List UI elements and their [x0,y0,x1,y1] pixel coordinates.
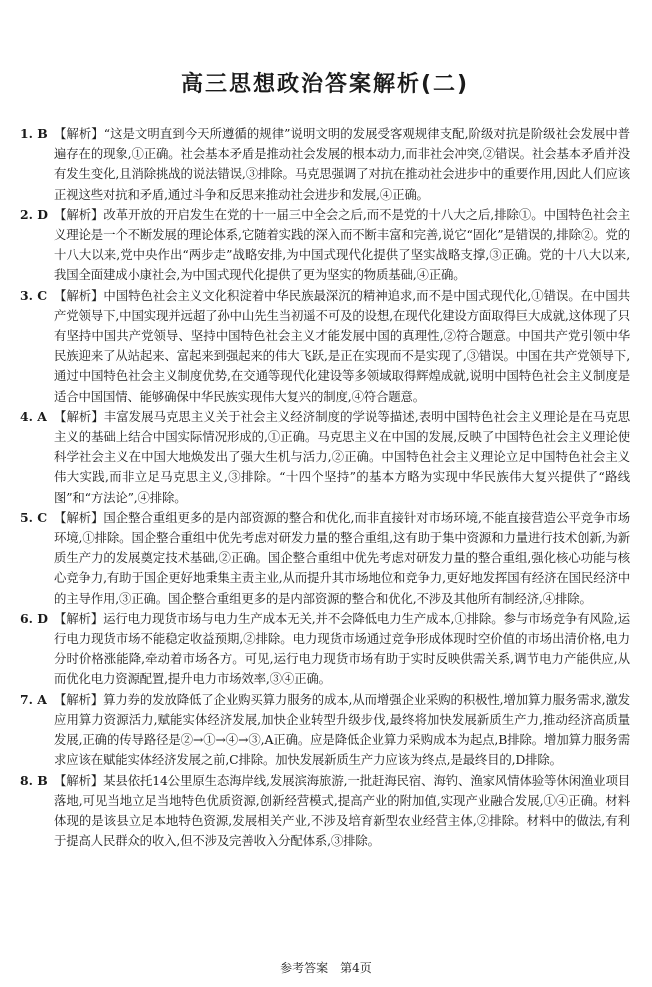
answer-explanation: 【解析】运行电力现货市场与电力生产成本无关,并不会降低电力生产成本,①排除。参与市场竞争有风险,运行电力现货市场不能稳定收益预期,②排除。电力现货市场通过竞争形成体现时空价值的市场出清价格,电力分时价格涨能降,牵动着市场各方。可见,运行电力现货市场有助于实时反映供需关系,调节电力产能供应,从而优化电力资源配置,提升电力市场效率,③④正确。 [54,610,630,687]
answer-number: 7. A [20,691,47,707]
answer-explanation: 【解析】国企整合重组更多的是内部资源的整合和优化,而非直接针对市场环境,不能直接营造公平竞争市场环境,①排除。国企整合重组中优先考虑对研发力量的整合重组,这有助于集中资源和力量进行技术创新,为新质生产力的发展奠定技术基础,②正确。国企整合重组中优先考虑对研发力量的整合重组,强化核心功能与核心竞争力,有助于国企更好地秉集主责主业,从而提升其市场地位和竞争力,更好地发挥国有经济在国民经济中的主导作用,③正确。国企整合重组更多的是内部资源的整合和优化,不涉及其他所有制经济,④排除。 [54,509,630,606]
answer-number: 3. C [20,287,48,303]
answer-item [20,124,630,205]
answer-item [20,286,630,407]
answer-number: 5. C [20,509,48,525]
page-title: 高三思想政治答案解析(二) [180,72,470,97]
answer-number: 1. B [20,126,48,141]
page-footer: 参考答案 第4页 [280,961,372,975]
answer-number: 8. B [20,772,48,788]
answer-number: 2. D [20,206,48,222]
answer-explanation: 【解析】中国特色社会主义文化积淀着中华民族最深沉的精神追求,而不是中国式现代化,①错误。在中国共产党领导下,中国实现并远超了孙中山先生当初遥不可及的设想,在现代化建设方面取得巨大成就,这体现了只有坚持中国共产党领导、坚持中国特色社会主义才能发展中国的真理性,②符合题意。中国共产党引领中华民族迎来了从站起来、富起来到强起来的伟大飞跃,是正在实现而不是实现了,③错误。中国在共产党领导下,通过中国特色社会主义制度优势,在交通等现代化建设等多领域取得辉煌成就,说明中国特色社会主义制度是适合中国国情、能够确保中华民族实现伟大复兴的制度,④符合题意。 [54,287,630,404]
answer-item [20,407,630,508]
answer-list [20,124,630,851]
answer-item [20,771,630,852]
answer-item [20,690,630,771]
answer-item [20,609,630,690]
answer-explanation: 【解析】算力券的发放降低了企业购买算力服务的成本,从而增强企业采购的积极性,增加算力服务需求,激发应用算力资源活力,赋能实体经济发展,加快企业转型升级步伐,最终将加快发展新质生产力,推动经济高质量发展,正确的传导路径是②→①→④→③,A正确。应是降低企业算力采购成本为起点,B排除。增加算力服务需求应该在赋能实体经济发展之前,C排除。加快发展新质生产力应该为终点,是最终目的,D排除。 [54,691,630,768]
answer-explanation: 【解析】丰富发展马克思主义关于社会主义经济制度的学说等描述,表明中国特色社会主义理论是在马克思主义的基础上结合中国实际情况形成的,①正确。马克思主义在中国的发展,反映了中国特色社会主义理论使科学社会主义在中国大地焕发出了强大生机与活力,②正确。中国特色社会主义理论立足中国特色社会主义伟大实践,而非立足马克思主义,③排除。“十四个坚持”的基本方略为实现中华民族伟大复兴提供了“路线图”和“方法论”,④排除。 [54,408,630,505]
answer-item [20,508,630,609]
answer-explanation: 【解析】改革开放的开启发生在党的十一届三中全会之后,而不是党的十八大之后,排除①。中国特色社会主义理论是一个不断发展的理论体系,它随着实践的深入而不断丰富和完善,说它“固化”是错误的,排除②。党的十八大以来,党中央作出“两步走”战略安排,为中国式现代化提供了坚实战略支撑,③正确。党的十八大以来,我国全面建成小康社会,为中国式现代化提供了更为坚实的物质基础,④正确。 [54,206,630,283]
answer-number: 6. D [20,610,48,626]
answer-explanation: 【解析】某县依托14公里原生态海岸线,发展滨海旅游,一批赶海民宿、海钓、渔家风情体验等休闲渔业项目落地,可见当地立足当地特色优质资源,创新经营模式,提高产业的附加值,实现产业融合发展,①④正确。材料体现的是该县立足本地特色资源,发展相关产业,不涉及培育新型农业经营主体,②排除。材料中的做法,有利于提高人民群众的收入,但不涉及完善收入分配体系,③排除。 [54,772,630,849]
answer-explanation: 【解析】“这是文明直到今天所遵循的规律”说明文明的发展受客观规律支配,阶级对抗是阶级社会发展中普遍存在的现象,①正确。社会基本矛盾是推动社会发展的根本动力,而非社会冲突,②错误。社会基本矛盾并没有发生变化,且消除挑战的说法错误,③排除。马克思强调了对抗在推动社会进步中的重要作用,因此人们应该正视这些对抗和矛盾,通过斗争和反思来推动社会进步和发展,④正确。 [54,126,630,202]
answer-item [20,205,630,286]
answer-number: 4. A [20,408,47,424]
